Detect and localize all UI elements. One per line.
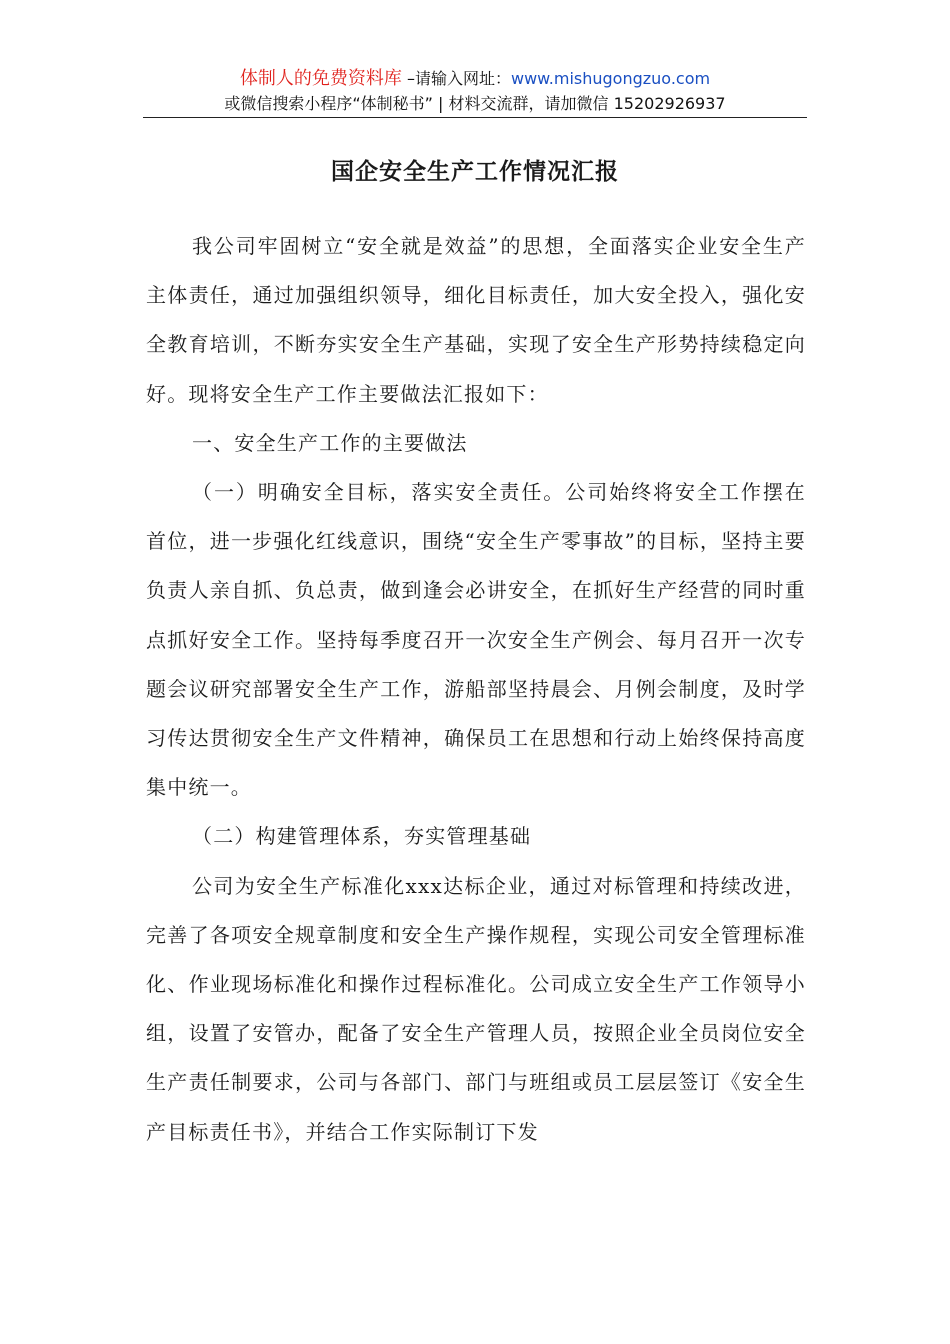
header-url-link[interactable]: www.mishugongzuo.com <box>511 69 711 88</box>
document-body <box>146 222 806 1157</box>
document-title: 国企安全生产工作情况汇报 <box>331 158 619 185</box>
subsection-heading-2: （二）构建管理体系，夯实管理基础 <box>192 824 532 849</box>
header-brand: 体制人的免费资料库 <box>239 68 402 89</box>
page-header <box>143 66 807 116</box>
subsection-paragraph-2: 公司为安全生产标准化xxx达标企业，通过对标管理和持续改进，完善了各项安全规章制度和安全生产操作规程，实现公司安全管理标准化、作业现场标准化和操作过程标准化。公司成立安全生产工作领导小组，设置了安管办，配备了安全生产管理人员，按照企业全员岗位安全生产责任制要求，公司与各部门、部门与班组或员工层层签订《安全生产目标责任书》，并结合工作实际制订下发 <box>146 873 806 1144</box>
header-url-prompt: –请输入网址： <box>401 69 511 88</box>
intro-paragraph: 我公司牢固树立“安全就是效益”的思想，全面落实企业安全生产主体责任，通过加强组织领导，细化目标责任，加大安全投入，强化安全教育培训，不断夯实安全生产基础，实现了安全生产形势持续稳定向好。现将安全生产工作主要做法汇报如下： <box>146 234 806 406</box>
header-line-1 <box>143 66 807 91</box>
header-line-2: 或微信搜索小程序“体制秘书” | 材料交流群，请加微信 15202926937 <box>224 94 726 113</box>
header-divider <box>143 117 807 118</box>
section-heading-1: 一、安全生产工作的主要做法 <box>192 430 468 455</box>
subsection-paragraph-1: （一）明确安全目标，落实安全责任。公司始终将安全工作摆在首位，进一步强化红线意识，围绕“安全生产零事故”的目标，坚持主要负责人亲自抓、负总责，做到逢会必讲安全，在抓好生产经营的同时重点抓好安全工作。坚持每季度召开一次安全生产例会、每月召开一次专题会议研究部署安全生产工作，游船部坚持晨会、月例会制度，及时学习传达贯彻安全生产文件精神，确保员工在思想和行动上始终保持高度集中统一。 <box>146 480 806 800</box>
